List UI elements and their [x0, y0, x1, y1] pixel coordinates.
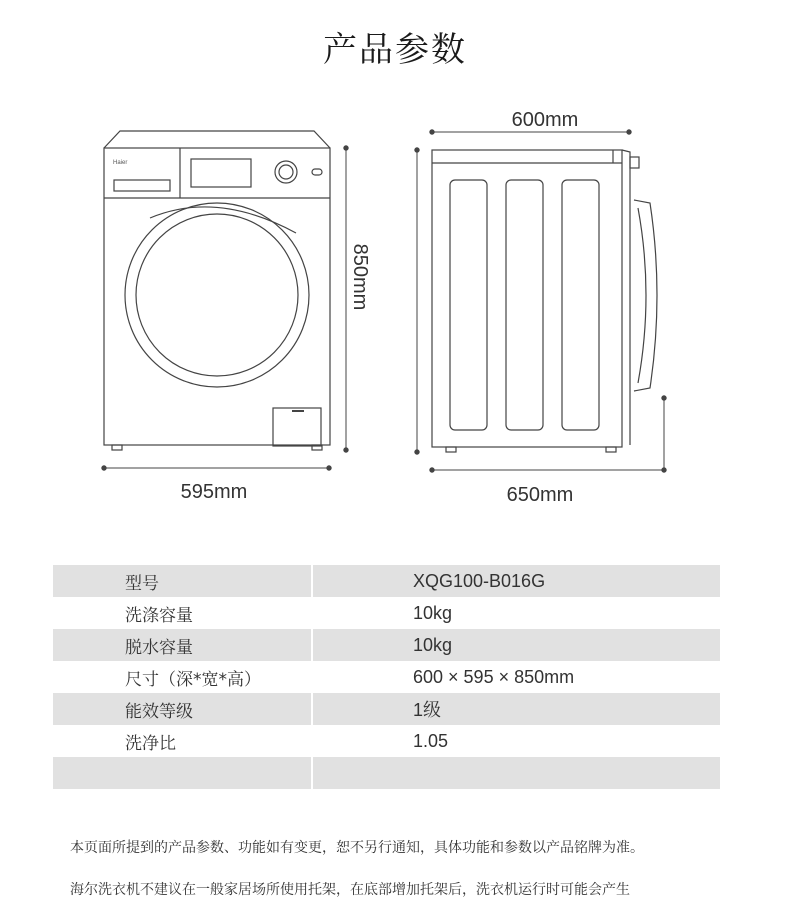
spec-value: 1.05: [413, 730, 449, 751]
spec-label: 洗净比: [53, 725, 313, 757]
spec-row: [53, 757, 720, 789]
spec-value: 600 × 595 × 850mm: [413, 666, 575, 687]
dimension-depth-top: 600mm: [511, 109, 579, 131]
spec-label: 能效等级: [53, 693, 313, 725]
spec-row: [53, 629, 720, 661]
spec-value: [313, 757, 720, 789]
spec-value: 10kg: [413, 602, 453, 623]
spec-row: [53, 693, 720, 725]
page-title: 产品参数: [323, 30, 467, 70]
spec-label: 脱水容量: [53, 629, 313, 661]
front-view-washer: [104, 131, 330, 450]
spec-table: [53, 565, 720, 789]
spec-label: [53, 757, 313, 789]
spec-value: 10kg: [313, 629, 720, 661]
disclaimer-note: 本页面所提到的产品参数、功能如有变更，恕不另行通知，具体功能和参数以产品铭牌为准。: [70, 840, 644, 856]
bracket-warning-note: 海尔洗衣机不建议在一般家居场所使用托架，在底部增加托架后，洗衣机运行时可能会产生: [70, 882, 630, 898]
spec-row: [53, 565, 720, 597]
spec-row: [53, 661, 720, 693]
side-view-washer: [432, 150, 657, 452]
dimension-width: 595mm: [180, 481, 248, 503]
spec-label: 型号: [53, 565, 313, 597]
dimension-depth-bottom: 650mm: [506, 484, 574, 506]
spec-label: 洗涤容量: [53, 597, 313, 629]
spec-value: 1级: [313, 693, 720, 725]
spec-row: [53, 725, 720, 757]
haier-logo: Haier: [113, 160, 128, 166]
spec-value: XQG100-B016G: [313, 565, 720, 597]
dimension-height: 850mm: [349, 243, 371, 311]
spec-row: [53, 597, 720, 629]
spec-label: 尺寸（深*宽*高）: [53, 661, 313, 693]
